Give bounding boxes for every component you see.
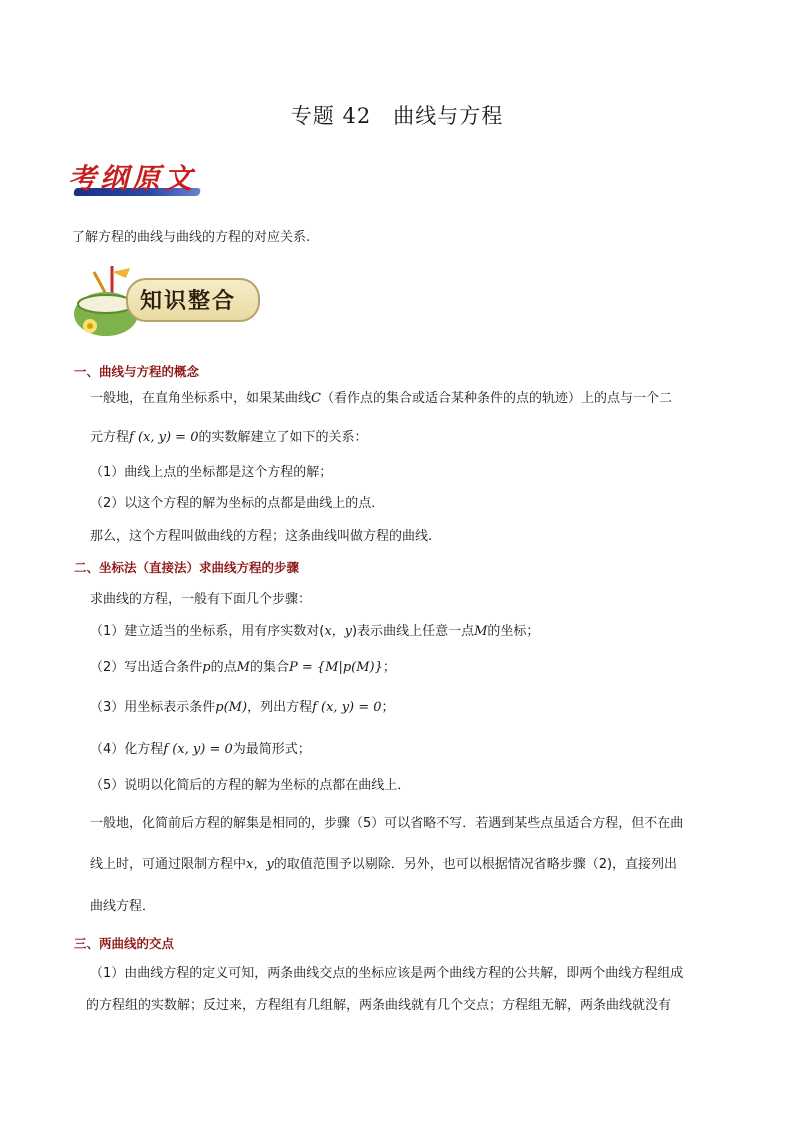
heading-section-2: 二、坐标法（直接法）求曲线方程的步骤 <box>74 560 300 575</box>
s1-item2: （2）以这个方程的解为坐标的点都是曲线上的点． <box>90 496 385 511</box>
var-xy2: x，y <box>246 857 274 872</box>
s2-step3-c: ； <box>381 700 395 715</box>
s2-paragraph-line3: 曲线方程． <box>90 899 156 914</box>
heading-section-3: 三、两曲线的交点 <box>74 936 175 951</box>
section-badge-knowledge <box>68 264 258 340</box>
banner-title: 考纲原文 <box>68 162 197 195</box>
s2-intro: 求曲线的方程，一般有下面几个步骤： <box>90 592 312 607</box>
s3-line2: 的方程组的实数解；反过来，方程组有几组解，两条曲线就有几个交点；方程组无解，两条曲线就没有 <box>86 998 672 1013</box>
var-c: C <box>311 391 321 406</box>
s2-step5: （5）说明以化简后的方程的解为坐标的点都在曲线上． <box>90 778 411 793</box>
s2-step1-a: （1）建立适当的坐标系，用有序实数对( <box>90 624 325 639</box>
s2-para2-a: 线上时，可通过限制方程中 <box>90 857 247 872</box>
s2-paragraph-line1: 一般地，化简前后方程的解集是相同的，步骤（5）可以省略不写．若遇到某些点虽适合方程，但不在曲 <box>90 816 684 831</box>
s2-paragraph-line2 <box>90 855 677 875</box>
var-m: M <box>474 624 488 639</box>
s1-line2 <box>90 428 368 448</box>
s1-line2-b: 的实数解建立了如下的关系： <box>198 430 368 445</box>
var-xy: x，y <box>324 624 353 639</box>
s2-step1 <box>90 622 539 642</box>
intro-text: 了解方程的曲线与曲线的方程的对应关系. <box>72 230 311 245</box>
s1-item1: （1）曲线上点的坐标都是这个方程的解； <box>90 465 333 480</box>
s2-step3-b: ，列出方程 <box>247 700 313 715</box>
s2-step1-b: )表示曲线上任意一点 <box>352 624 475 639</box>
equation-f: f (x, y) = 0 <box>129 430 199 445</box>
s2-step3-a: （3）用坐标表示条件 <box>90 700 216 715</box>
s1-line2-a: 元方程 <box>90 430 130 445</box>
badge-title: 知识整合 <box>140 288 237 314</box>
set-p: P = {M|p(M)} <box>288 660 383 675</box>
section-banner-syllabus <box>68 160 208 200</box>
s2-step4 <box>90 740 311 760</box>
s2-step2-c: 的集合 <box>249 660 289 675</box>
s2-step2-d: ； <box>382 660 396 675</box>
var-pm: p(M) <box>215 700 248 715</box>
s2-step2-b: 的点 <box>210 660 237 675</box>
s2-step4-b: 为最简形式； <box>232 742 311 757</box>
s2-step2 <box>90 658 396 678</box>
equation-f2: f (x, y) = 0 <box>312 700 382 715</box>
var-p: p <box>202 660 211 675</box>
heading-section-1: 一、曲线与方程的概念 <box>74 364 200 379</box>
s1-line1-b: （看作点的集合或适合某种条件的点的轨迹）上的点与一个二 <box>320 391 672 406</box>
s2-step3 <box>90 698 395 718</box>
equation-f3: f (x, y) = 0 <box>163 742 233 757</box>
s2-step4-a: （4）化方程 <box>90 742 164 757</box>
s2-step2-a: （2）写出适合条件 <box>90 660 203 675</box>
s1-line1 <box>90 389 672 409</box>
s2-step1-c: 的坐标； <box>487 624 540 639</box>
s1-line1-a: 一般地，在直角坐标系中，如果某曲线 <box>90 391 312 406</box>
s2-para2-b: 的取值范围予以剔除．另外，也可以根据情况省略步骤（2)，直接列出 <box>273 857 678 872</box>
var-m2: M <box>236 660 250 675</box>
s1-conclusion: 那么，这个方程叫做曲线的方程；这条曲线叫做方程的曲线. <box>90 529 433 544</box>
s3-line1: （1）由曲线方程的定义可知，两条曲线交点的坐标应该是两个曲线方程的公共解，即两个曲线方程组成 <box>90 966 684 981</box>
page-title: 专题 42 曲线与方程 <box>290 104 504 128</box>
